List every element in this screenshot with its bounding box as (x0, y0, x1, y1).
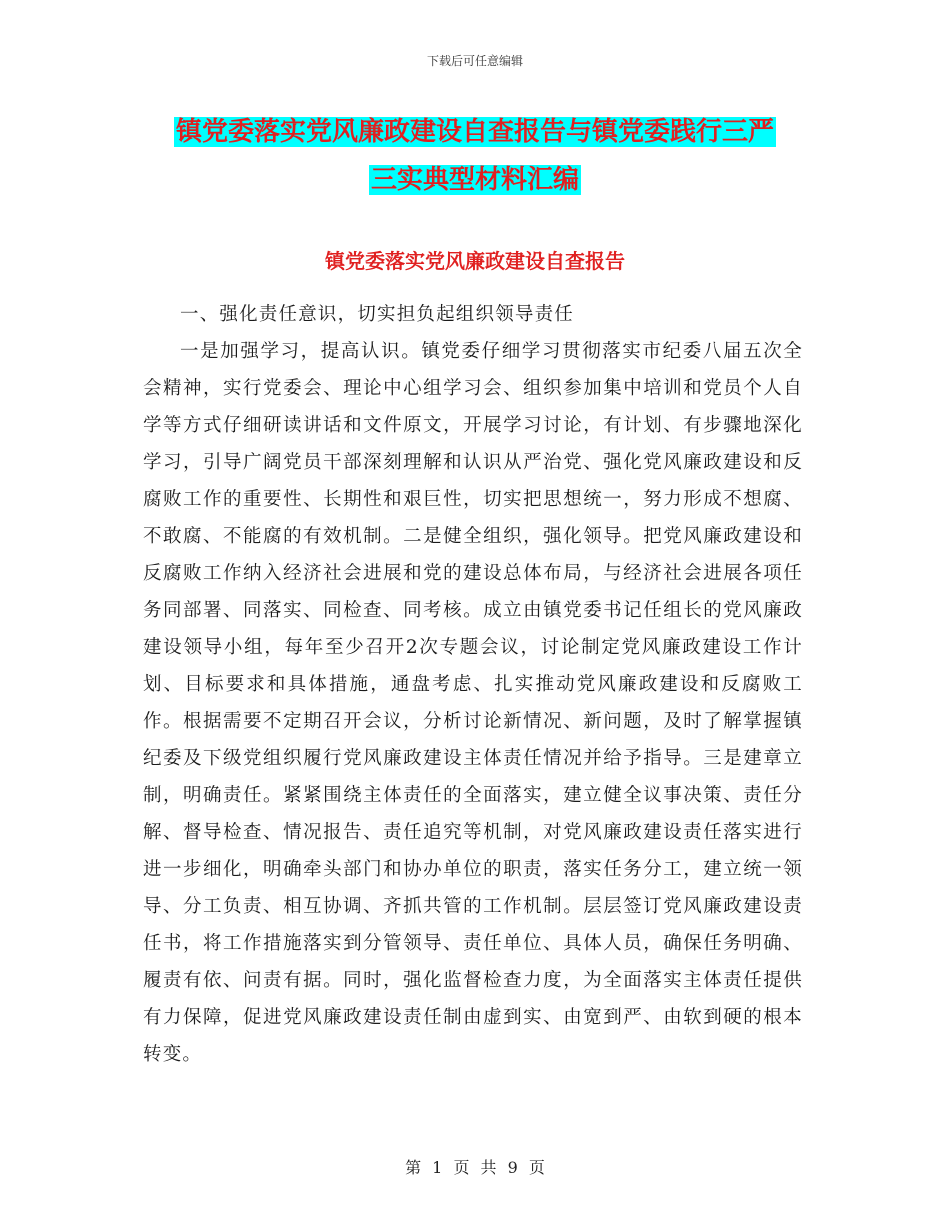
document-title (0, 108, 950, 204)
paragraph-heading: 一、强化责任意识，切实担负起组织领导责任 (180, 304, 575, 325)
paragraph-body: 一是加强学习，提高认识。镇党委仔细学习贯彻落实市纪委八届五次全会精神，实行党委会、理论中心组学习会、组织参加集中培训和党员个人自学等方式仔细研读讲话和文件原文，开展学习讨论，有计划、有步骤地深化学习，引导广阔党员干部深刻理解和认识从严治党、强化党风廉政建设和反腐败工作的重要性、长期性和艰巨性，切实把思想统一，努力形成不想腐、不敢腐、不能腐的有效机制。二是健全组织，强化领导。把党风廉政建设和反腐败工作纳入经济社会进展和党的建设总体布局，与经济社会进展各项任务同部署、同落实、同检查、同考核。成立由镇党委书记任组长的党风廉政建设领导小组，每年至少召开2次专题会议，讨论制定党风廉政建设工作计划、目标要求和具体措施，通盘考虑、扎实推动党风廉政建设和反腐败工作。根据需要不定期召开会议，分析讨论新情况、新问题，及时了解掌握镇纪委及下级党组织履行党风廉政建设主体责任情况并给予指导。三是建章立制，明确责任。紧紧围绕主体责任的全面落实，建立健全议事决策、责任分解、督导检查、情况报告、责任追究等机制，对党风廉政建设责任落实进行进一步细化，明确牵头部门和协办单位的职责，落实任务分工，建立统一领导、分工负责、相互协调、齐抓共管的工作机制。层层签订党风廉政建设责任书，将工作措施落实到分管领导、责任单位、具体人员，确保任务明确、履责有依、问责有据。同时，强化监督检查力度，为全面落实主体责任提供有力保障，促进党风廉政建设责任制由虚到实、由宽到严、由软到硬的根本转变。 (143, 341, 803, 1065)
document-body (143, 296, 803, 1073)
document-title-line1: 镇党委落实党风廉政建设自查报告与镇党委践行三严 (175, 117, 774, 147)
page-number: 第 1 页 共 9 页 (405, 1158, 545, 1177)
section-title: 镇党委落实党风廉政建设自查报告 (325, 249, 625, 273)
header-note: 下载后可任意编辑 (426, 54, 523, 68)
document-title-line2: 三实典型材料汇编 (370, 165, 579, 195)
